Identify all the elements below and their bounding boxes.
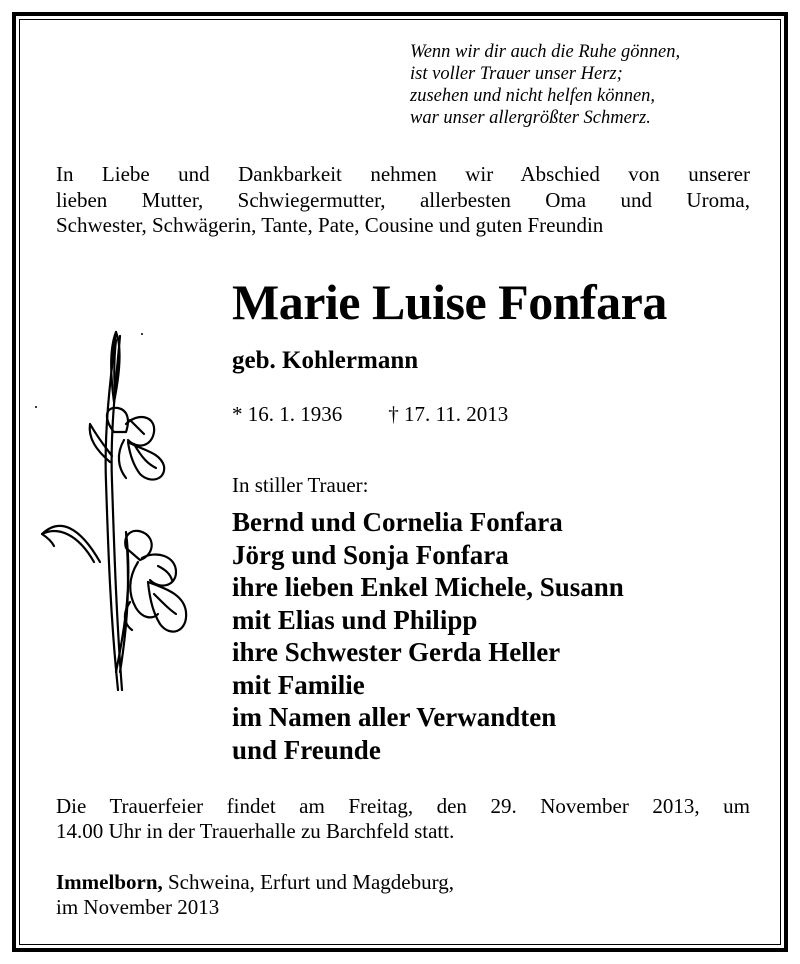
- iris-flower-icon: [30, 312, 220, 692]
- place-primary: Immelborn,: [56, 870, 163, 894]
- mourner-line: ihre Schwester Gerda Heller: [232, 637, 561, 667]
- place-others: Schweina, Erfurt und Magdeburg,: [162, 870, 454, 894]
- mourner-line: ihre lieben Enkel Michele, Susann: [232, 572, 624, 602]
- places-line: [56, 870, 656, 895]
- mourner-line: im Namen aller Verwandten: [232, 702, 557, 732]
- closing-date: im November 2013: [56, 895, 220, 919]
- ceremony-line: Die Trauerfeier findet am Freitag, den 29. November 2013, um: [56, 794, 750, 818]
- farewell-intro: [56, 162, 750, 239]
- ceremony-line: 14.00 Uhr in der Trauerhalle zu Barchfeld statt.: [56, 819, 455, 843]
- intro-line: Schwester, Schwägerin, Tante, Pate, Cousine und guten Freundin: [56, 213, 604, 237]
- intro-line: lieben Mutter, Schwiegermutter, allerbesten Oma und Uroma,: [56, 187, 750, 212]
- mourner-line: und Freunde: [232, 734, 381, 765]
- intro-line: In Liebe und Dankbarkeit nehmen wir Abschied von unserer: [56, 162, 750, 186]
- poem-line: war unser allergrößter Schmerz.: [410, 108, 651, 128]
- birth-date: * 16. 1. 1936: [232, 402, 343, 426]
- mourner-line: Bernd und Cornelia Fonfara: [232, 507, 563, 537]
- poem-line: zusehen und nicht helfen können,: [410, 86, 656, 106]
- deceased-name: Marie Luise Fonfara: [232, 274, 667, 330]
- obituary-notice: [12, 12, 788, 952]
- mourners-label: In stiller Trauer:: [232, 473, 369, 497]
- mourners-list: [232, 506, 624, 766]
- poem-line: ist voller Trauer unser Herz;: [410, 64, 623, 84]
- mourner-line: mit Elias und Philipp: [232, 604, 478, 635]
- funeral-ceremony-info: [56, 794, 750, 844]
- mourner-line: mit Familie: [232, 669, 365, 700]
- poem-line: Wenn wir dir auch die Ruhe gönnen,: [410, 42, 681, 62]
- birth-name: geb. Kohlermann: [232, 347, 419, 374]
- mourner-line: Jörg und Sonja Fonfara: [232, 539, 509, 570]
- life-dates: [232, 401, 508, 427]
- place-and-date: [56, 870, 656, 920]
- death-date: † 17. 11. 2013: [388, 402, 509, 426]
- poem-verse: [410, 41, 770, 129]
